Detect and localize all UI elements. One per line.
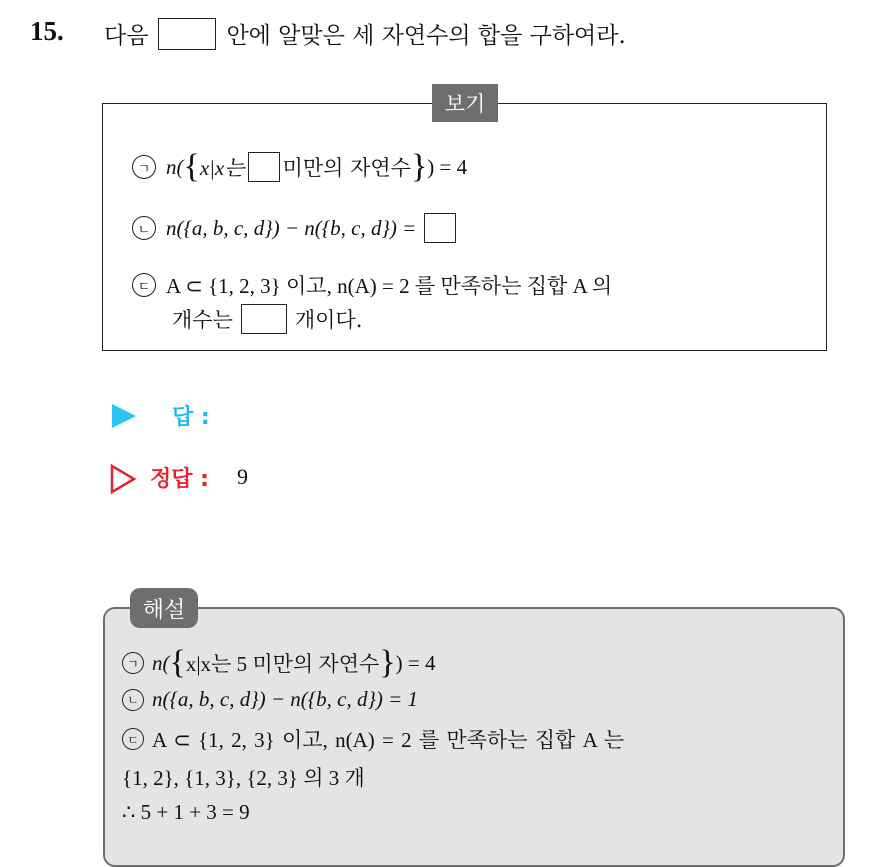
solution-line-5-text: ∴ 5 + 1 + 3 = 9 (122, 800, 250, 824)
example-item-1-part3: x|x는 (199, 156, 245, 180)
answer-marker-icon (112, 404, 136, 428)
example-item-1-part1: n( (166, 154, 184, 179)
example-item-2 (132, 213, 459, 243)
example-item-1-part6: ) = 4 (427, 154, 468, 179)
example-item-1-part4: 미만의 자연수 (282, 156, 411, 180)
example-item-1-brace-close: } (410, 148, 428, 185)
blank-box-2 (424, 213, 456, 243)
circled-marker-2: ㄴ (132, 216, 156, 240)
solution-line-5 (122, 800, 250, 825)
solution-line-3 (122, 724, 624, 754)
answer-blank-box (158, 18, 216, 50)
solution-line-2-text: n({a, b, c, d}) − n({b, c, d}) = 1 (152, 687, 419, 711)
example-item-3-line1: A ⊂ {1, 2, 3} 이고, n(A) = 2 를 만족하는 집합 A 의 (166, 274, 613, 298)
solution-line-4-text: {1, 2}, {1, 3}, {2, 3} 의 3 개 (122, 766, 365, 790)
correct-answer-value: 9 (237, 464, 248, 489)
correct-answer-label: 정답 : (150, 467, 209, 492)
solution-circled-marker-2: ㄴ (122, 689, 144, 711)
example-item-2-text: n({a, b, c, d}) − n({b, c, d}) = (166, 215, 417, 240)
correct-marker-icon (110, 464, 136, 494)
circled-marker-1: ㄱ (132, 155, 156, 179)
circled-marker-3: ㄷ (132, 273, 156, 297)
solution-line-1-text1: n( (152, 650, 170, 675)
solution-line-1-text2: x|x는 5 미만의 자연수 (185, 652, 380, 676)
solution-line-3-text: A ⊂ {1, 2, 3} 이고, n(A) = 2 를 만족하는 집합 A 는 (152, 728, 625, 752)
solution-label: 해설 (130, 588, 198, 628)
blank-box-1 (248, 152, 280, 182)
solution-line-4 (122, 762, 365, 792)
question-text (104, 17, 626, 50)
example-item-3-part2: 개수는 (172, 308, 233, 332)
example-item-3 (132, 270, 612, 300)
example-item-3-line2 (172, 304, 362, 334)
question-text-before: 다음 (104, 23, 149, 49)
question-number: 15. (30, 16, 64, 46)
solution-line-2 (122, 687, 418, 712)
answer-label: 답 : (172, 405, 210, 430)
solution-circled-marker-1: ㄱ (122, 652, 144, 674)
example-item-1-brace-open: { (183, 148, 200, 185)
solution-line-1-brace-close: } (379, 644, 396, 681)
example-item-3-part3: 개이다. (294, 308, 363, 332)
example-item-1 (132, 150, 467, 184)
solution-line-1-brace-open: { (169, 644, 186, 681)
question-text-after: 안에 알맞은 세 자연수의 합을 구하여라. (226, 23, 626, 49)
solution-line-1-text3: ) = 4 (395, 650, 436, 675)
example-label: 보기 (432, 84, 498, 122)
blank-box-3 (241, 304, 287, 334)
solution-line-1 (122, 646, 435, 680)
solution-circled-marker-3: ㄷ (122, 728, 144, 750)
